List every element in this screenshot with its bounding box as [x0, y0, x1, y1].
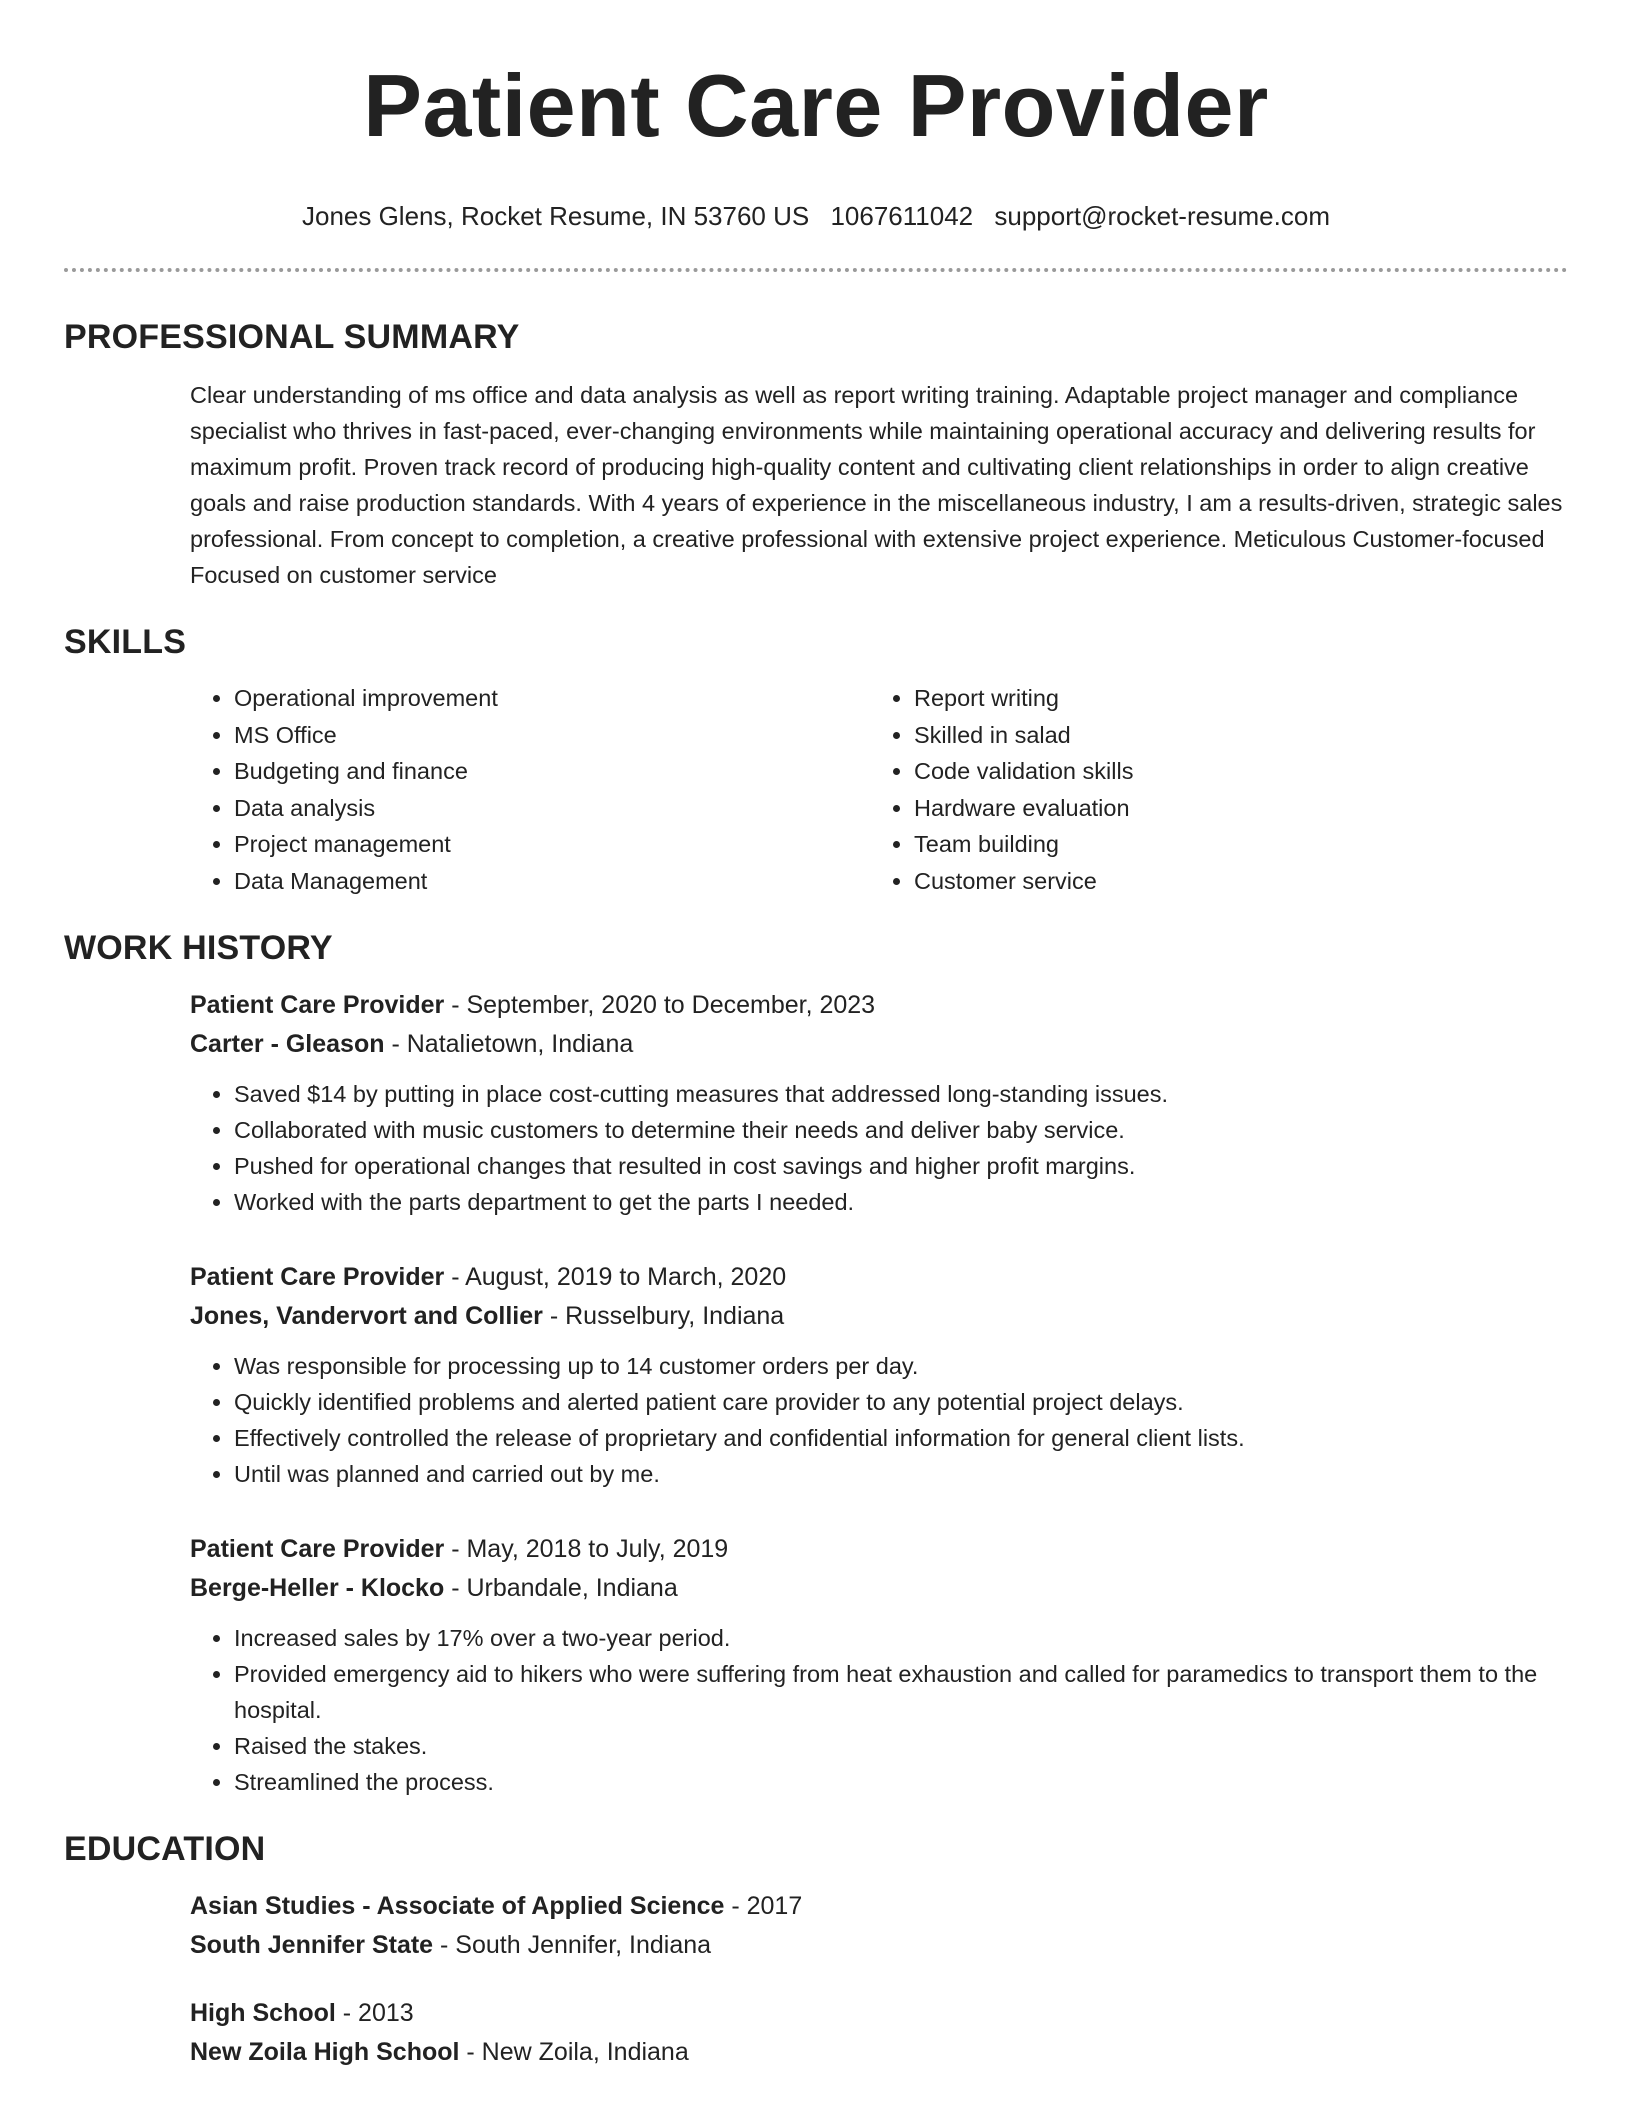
degree-name: Asian Studies - Associate of Applied Science: [190, 1892, 725, 1920]
job-dates: - August, 2019 to March, 2020: [444, 1263, 787, 1291]
summary-section: [64, 318, 1568, 593]
summary-text: Clear understanding of ms office and data analysis as well as report writing training. Adaptable project manager and compliance specialist who thrives in fast-paced, ever-changing environments while maintaining operational accuracy and delivering results for maximum profit. Proven track record of producing high-quality content and cultivating client relationships in order to align creative goals and raise production standards. With 4 years of experience in the miscellaneous industry, I am a results-driven, strategic sales professional. From concept to completion, a creative professional with extensive project experience. Meticulous Customer-focused Focused on customer service: [190, 382, 1563, 588]
degree-line: [190, 1887, 1568, 1926]
job-dates: - September, 2020 to December, 2023: [444, 991, 876, 1019]
job-bullet: • Provided emergency aid to hikers who were suffering from heat exhaustion and called for paramedics to transport them to the hospital.: [234, 1656, 1568, 1728]
job-bullet: • Streamlined the process.: [234, 1764, 1568, 1800]
job-company-line: [190, 1297, 1568, 1336]
skill-item: • Report writing: [914, 680, 1550, 717]
job-bullet: • Raised the stakes.: [234, 1728, 1568, 1764]
education-entry: [64, 1887, 1568, 1964]
education-title: EDUCATION: [64, 1830, 266, 1868]
job-bullet: • Effectively controlled the release of proprietary and confidential information for general client lists.: [234, 1420, 1568, 1456]
contact-phone: 1067611042: [830, 201, 974, 231]
skill-item: • Hardware evaluation: [914, 790, 1550, 827]
skill-item: • Skilled in salad: [914, 717, 1550, 754]
job-entry: [64, 1530, 1568, 1800]
job-role-line: [190, 1258, 1568, 1297]
school-name: South Jennifer State: [190, 1930, 434, 1959]
job-bullet: • Pushed for operational changes that resulted in cost savings and higher profit margins.: [234, 1148, 1568, 1184]
candidate-name: Patient Care Provider: [363, 56, 1269, 155]
job-entry: [64, 986, 1568, 1220]
education-section: [64, 1830, 1568, 2071]
job-bullet: • Increased sales by 17% over a two-year period.: [234, 1620, 1568, 1656]
education-entry: [64, 1994, 1568, 2071]
skills-columns: [64, 680, 1568, 899]
job-location: - Russelbury, Indiana: [542, 1301, 785, 1330]
skill-item: • Data Management: [234, 863, 870, 900]
degree-year: - 2017: [724, 1892, 803, 1920]
skills-title: SKILLS: [64, 623, 187, 661]
job-company-line: [190, 1569, 1568, 1608]
job-bullet: • Until was planned and carried out by me.: [234, 1456, 1568, 1492]
school-line: [190, 1926, 1568, 1965]
skill-item: • Code validation skills: [914, 753, 1550, 790]
job-location: - Urbandale, Indiana: [444, 1573, 678, 1602]
job-role-line: [190, 1530, 1568, 1569]
skill-item: • Customer service: [914, 863, 1550, 900]
skills-right-list: [870, 680, 1550, 899]
contact-line: [64, 200, 1568, 232]
job-bullet: • Collaborated with music customers to determine their needs and deliver baby service.: [234, 1112, 1568, 1148]
work-history-title: WORK HISTORY: [64, 929, 333, 967]
school-name: New Zoila High School: [190, 2037, 460, 2066]
summary-title: PROFESSIONAL SUMMARY: [64, 318, 520, 356]
job-company: Berge-Heller - Klocko: [190, 1573, 445, 1602]
skill-item: • MS Office: [234, 717, 870, 754]
job-company: Carter - Gleason: [190, 1029, 385, 1058]
job-bullets: [190, 1076, 1568, 1220]
work-history-section: [64, 929, 1568, 1800]
job-role: Patient Care Provider: [190, 991, 445, 1019]
skill-item: • Operational improvement: [234, 680, 870, 717]
school-line: [190, 2033, 1568, 2072]
degree-line: [190, 1994, 1568, 2033]
school-location: - South Jennifer, Indiana: [433, 1930, 712, 1959]
header-divider: [64, 268, 1568, 272]
degree-name: High School: [190, 1999, 336, 2027]
job-dates: - May, 2018 to July, 2019: [444, 1535, 729, 1563]
contact-address: Jones Glens, Rocket Resume, IN 53760 US: [301, 201, 810, 231]
job-role-line: [190, 986, 1568, 1025]
job-bullet: • Quickly identified problems and alerted patient care provider to any potential project delays.: [234, 1384, 1568, 1420]
job-bullet: • Worked with the parts department to get the parts I needed.: [234, 1184, 1568, 1220]
job-bullet: • Saved $14 by putting in place cost-cutting measures that addressed long-standing issues.: [234, 1076, 1568, 1112]
job-role: Patient Care Provider: [190, 1263, 445, 1291]
contact-email: support@rocket-resume.com: [994, 201, 1330, 231]
degree-year: - 2013: [335, 1999, 414, 2027]
resume-header: [64, 0, 1568, 232]
skill-item: • Project management: [234, 826, 870, 863]
skill-item: • Team building: [914, 826, 1550, 863]
skills-left-column: [190, 680, 870, 899]
job-bullets: [190, 1348, 1568, 1492]
job-bullet: • Was responsible for processing up to 14 customer orders per day.: [234, 1348, 1568, 1384]
skills-right-column: [870, 680, 1550, 899]
skill-item: • Data analysis: [234, 790, 870, 827]
job-role: Patient Care Provider: [190, 1535, 445, 1563]
school-location: - New Zoila, Indiana: [459, 2037, 689, 2066]
job-company: Jones, Vandervort and Collier: [190, 1301, 543, 1330]
skill-item: • Budgeting and finance: [234, 753, 870, 790]
job-entry: [64, 1258, 1568, 1492]
job-company-line: [190, 1025, 1568, 1064]
skills-left-list: [190, 680, 870, 899]
skills-section: [64, 623, 1568, 899]
job-location: - Natalietown, Indiana: [384, 1029, 634, 1058]
job-bullets: [190, 1620, 1568, 1800]
